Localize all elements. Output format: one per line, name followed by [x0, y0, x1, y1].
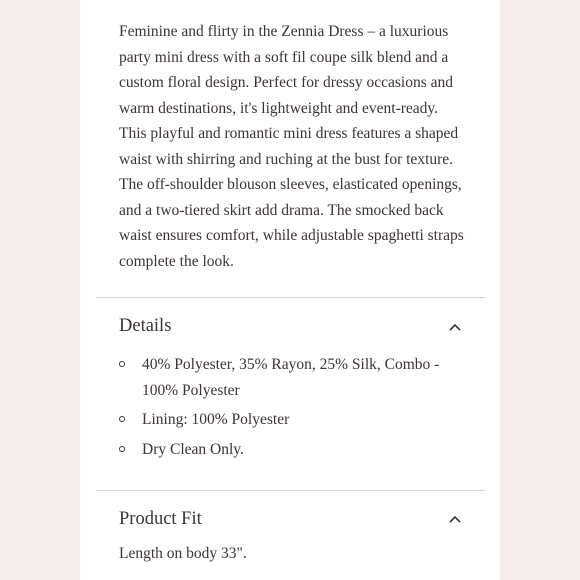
bullet-icon — [119, 446, 125, 452]
bullet-icon — [119, 416, 125, 422]
chevron-up-icon[interactable] — [448, 322, 462, 332]
section-divider — [96, 490, 485, 491]
bullet-icon — [119, 361, 125, 367]
product-info-panel — [80, 0, 500, 580]
detail-text: 40% Polyester, 35% Rayon, 25% Silk, Combo - 100% Polyester — [142, 356, 440, 399]
details-list — [119, 352, 479, 466]
chevron-up-icon[interactable] — [448, 514, 462, 524]
product-fit-title: Product Fit — [119, 509, 202, 529]
detail-text: Lining: 100% Polyester — [142, 411, 290, 428]
list-item — [119, 437, 479, 463]
product-description: Feminine and flirty in the Zennia Dress – a luxurious party mini dress with a soft fil coupe silk blend and a custom floral design. Perfect for dressy occasions and warm destinations, it's lightweight and event-ready. This playful and romantic mini dress features a shaped waist with shirring and ruching at the bust for texture. The off-shoulder blouson sleeves, elasticated openings, and a two-tiered skirt add drama. The smocked back waist ensures comfort, while adjustable spaghetti straps complete the look. — [119, 23, 464, 270]
section-divider — [96, 297, 485, 298]
list-item — [119, 407, 479, 433]
details-title: Details — [119, 316, 172, 336]
list-item — [119, 352, 479, 403]
product-fit-text: Length on body 33". — [119, 545, 247, 562]
detail-text: Dry Clean Only. — [142, 440, 244, 458]
